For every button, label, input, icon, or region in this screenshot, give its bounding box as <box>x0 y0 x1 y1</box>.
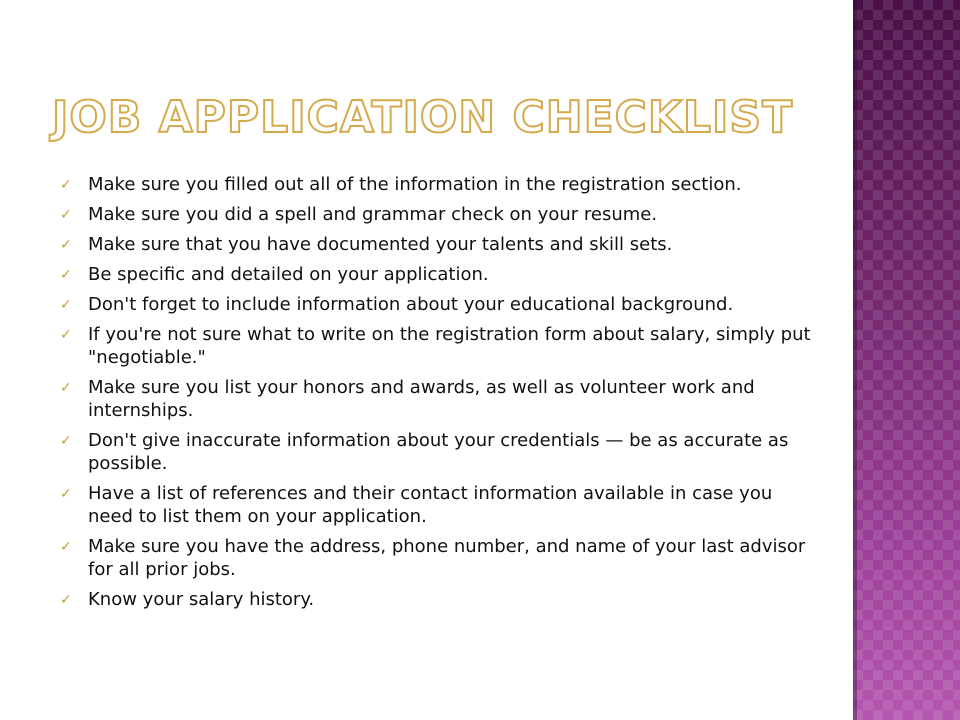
checkmark-icon: ✓ <box>60 539 72 555</box>
checklist-item-text: Make sure you list your honors and awards, as well as volunteer work and internships. <box>88 377 755 421</box>
checklist-item <box>60 535 820 581</box>
checklist-item-text: If you're not sure what to write on the registration form about salary, simply put "negotiable." <box>88 324 811 368</box>
checklist-item <box>60 429 820 475</box>
checklist-item-text: Make sure you did a spell and grammar check on your resume. <box>88 204 658 225</box>
checklist-item-text: Make sure that you have documented your talents and skill sets. <box>88 234 673 255</box>
checkmark-icon: ✓ <box>60 207 72 223</box>
checklist-item <box>60 293 820 316</box>
checklist-item-text: Don't give inaccurate information about your credentials — be as accurate as possible. <box>88 430 789 474</box>
checklist-item <box>60 376 820 422</box>
checklist-item-text: Have a list of references and their contact information available in case you need to list them on your application. <box>88 483 773 527</box>
checkmark-icon: ✓ <box>60 380 72 396</box>
checklist-item-text: Make sure you filled out all of the information in the registration section. <box>88 174 742 195</box>
checklist-item <box>60 482 820 528</box>
checkmark-icon: ✓ <box>60 327 72 343</box>
checkmark-icon: ✓ <box>60 237 72 253</box>
checklist-item-text: Don't forget to include information about your educational background. <box>88 294 734 315</box>
checklist-item <box>60 173 820 196</box>
checklist-item <box>60 203 820 226</box>
checklist-item-text: Know your salary history. <box>88 589 315 610</box>
checklist-item <box>60 233 820 256</box>
slide-title: JOB APPLICATION CHECKLIST <box>52 92 794 143</box>
checklist-item-text: Make sure you have the address, phone number, and name of your last advisor for all prior jobs. <box>88 536 806 580</box>
checkmark-icon: ✓ <box>60 592 72 608</box>
checkmark-icon: ✓ <box>60 177 72 193</box>
decorative-side-panel <box>853 0 960 720</box>
checklist-item <box>60 588 820 611</box>
checkmark-icon: ✓ <box>60 486 72 502</box>
checklist-item <box>60 263 820 286</box>
checklist-item-text: Be specific and detailed on your application. <box>88 264 489 285</box>
checklist-item <box>60 323 820 369</box>
checklist <box>60 173 820 618</box>
checkmark-icon: ✓ <box>60 297 72 313</box>
checkmark-icon: ✓ <box>60 433 72 449</box>
checkmark-icon: ✓ <box>60 267 72 283</box>
